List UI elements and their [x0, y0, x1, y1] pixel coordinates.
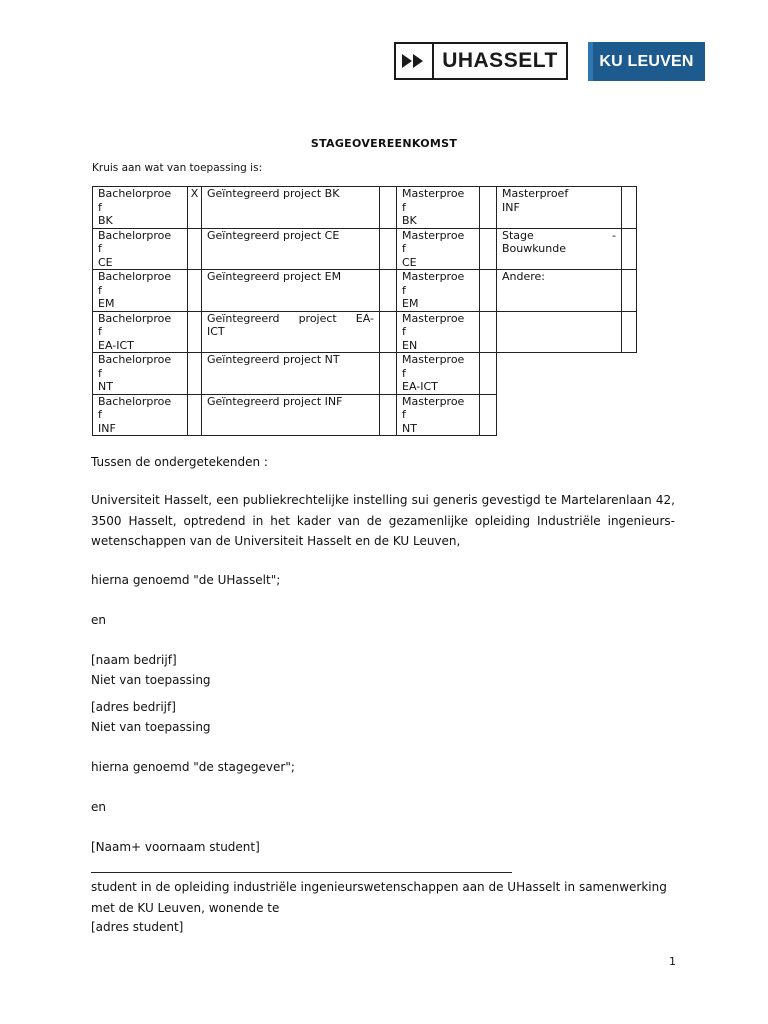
table-row	[93, 270, 637, 312]
checkbox-cell[interactable]	[188, 353, 202, 395]
checkbox-cell[interactable]	[380, 228, 397, 270]
checkbox-cell[interactable]	[622, 187, 637, 229]
hierna-uhasselt-text: hierna genoemd "de UHasselt";	[91, 573, 281, 587]
checkbox-cell[interactable]	[622, 228, 637, 270]
bachelor-cell: Bachelorproe f EM	[93, 270, 188, 312]
project-cell: Geïntegreerd project INF	[202, 394, 380, 436]
bachelor-cell: Bachelorproe f BK	[93, 187, 188, 229]
student-paragraph: student in de opleiding industriële ingenieurswetenschappen aan de UHasselt in samenwerking met de KU Leuven, wonende te	[91, 880, 667, 915]
adres-bedrijf-value: Niet van toepassing	[91, 720, 211, 734]
checkbox-cell[interactable]	[188, 311, 202, 353]
signature-line	[91, 872, 512, 873]
uhasselt-logo	[394, 42, 568, 80]
table-row	[93, 228, 637, 270]
naam-student-label: [Naam+ voornaam student]	[91, 840, 260, 854]
naam-bedrijf-value: Niet van toepassing	[91, 673, 211, 687]
adres-bedrijf-label: [adres bedrijf]	[91, 700, 176, 714]
checkbox-cell[interactable]	[622, 270, 637, 312]
tussen-text: Tussen de ondergetekenden :	[91, 455, 268, 469]
table-row	[93, 187, 637, 229]
project-cell: Geïntegreerd project EM	[202, 270, 380, 312]
checkbox-cell[interactable]	[188, 270, 202, 312]
checkbox-cell[interactable]	[480, 270, 497, 312]
master-cell: Masterproe f EN	[397, 311, 480, 353]
hierna-stagegever-text: hierna genoemd "de stagegever";	[91, 760, 295, 774]
universiteit-paragraph: Universiteit Hasselt, een publiekrechtelijke instelling sui generis gevestigd te Martelarenlaan 42, 3500 Hasselt, optredend in het kader van de gezamenlijke opleiding Industriële ingenieurs-wetenschappen van de Universiteit Hasselt en de KU Leuven,	[91, 493, 675, 548]
program-selection-table	[92, 186, 637, 436]
naam-bedrijf-label: [naam bedrijf]	[91, 653, 177, 667]
checkbox-cell[interactable]	[480, 187, 497, 229]
project-cell: Geïntegreerd project BK	[202, 187, 380, 229]
master-cell: Masterproe f EM	[397, 270, 480, 312]
page-number: 1	[669, 955, 676, 968]
kuleuven-wordmark: KU LEUVEN	[599, 52, 694, 70]
bachelor-cell: Bachelorproe f EA-ICT	[93, 311, 188, 353]
document-title: STAGEOVEREENKOMST	[310, 137, 458, 150]
checkbox-cell[interactable]: X	[188, 187, 202, 229]
master-cell: Masterproe f CE	[397, 228, 480, 270]
fast-forward-icon	[396, 44, 434, 78]
checkbox-cell[interactable]	[380, 394, 397, 436]
project-cell: Geïntegreerd project CE	[202, 228, 380, 270]
other-cell	[497, 311, 622, 353]
instruction-text: Kruis aan wat van toepassing is:	[92, 162, 263, 174]
uhasselt-wordmark: UHASSELT	[442, 49, 558, 72]
en-text: en	[91, 800, 106, 814]
other-cell: Andere:	[497, 270, 622, 312]
checkbox-cell[interactable]	[622, 311, 637, 353]
bachelor-cell: Bachelorproe f INF	[93, 394, 188, 436]
other-cell: Masterproef INF	[497, 187, 622, 229]
checkbox-cell[interactable]	[380, 353, 397, 395]
other-cell: Stage - Bouwkunde	[497, 228, 622, 270]
checkbox-cell[interactable]	[480, 228, 497, 270]
checkbox-cell[interactable]	[480, 353, 497, 395]
checkbox-cell[interactable]	[380, 311, 397, 353]
project-cell: Geïntegreerd project NT	[202, 353, 380, 395]
kuleuven-logo	[588, 42, 705, 81]
table-row	[93, 353, 637, 395]
checkbox-cell[interactable]	[380, 270, 397, 312]
project-cell: Geïntegreerd project EA- ICT	[202, 311, 380, 353]
master-cell: Masterproe f NT	[397, 394, 480, 436]
table-row	[93, 394, 637, 436]
master-cell: Masterproe f EA-ICT	[397, 353, 480, 395]
en-text: en	[91, 613, 106, 627]
master-cell: Masterproe f BK	[397, 187, 480, 229]
checkbox-cell[interactable]	[480, 394, 497, 436]
adres-student-label: [adres student]	[91, 920, 184, 934]
checkbox-cell[interactable]	[480, 311, 497, 353]
checkbox-cell[interactable]	[380, 187, 397, 229]
checkbox-cell[interactable]	[188, 394, 202, 436]
bachelor-cell: Bachelorproe f NT	[93, 353, 188, 395]
table-row	[93, 311, 637, 353]
checkbox-cell[interactable]	[188, 228, 202, 270]
bachelor-cell: Bachelorproe f CE	[93, 228, 188, 270]
